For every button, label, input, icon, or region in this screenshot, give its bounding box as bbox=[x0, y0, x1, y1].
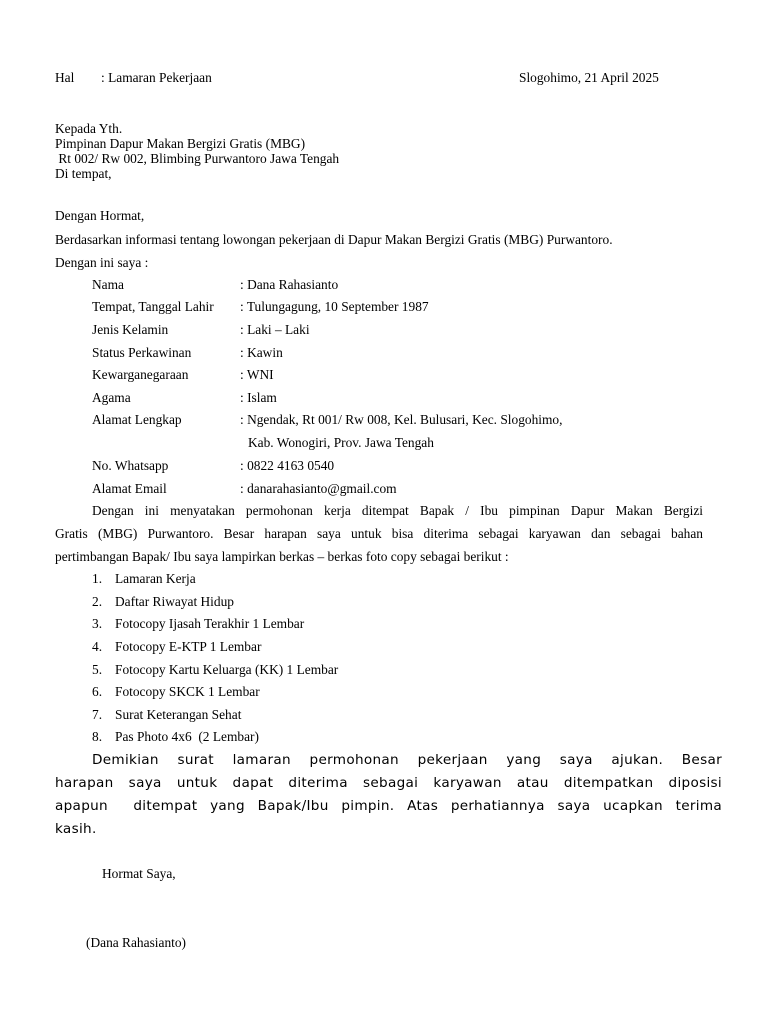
subject-label: Hal bbox=[55, 70, 75, 85]
attachment-item: Fotocopy Ijasah Terakhir 1 Lembar bbox=[115, 616, 305, 631]
closing-line: harapan saya untuk dapat diterima sebagai karyawan atau ditempatkan diposisi bbox=[55, 775, 722, 791]
statement-line: Dengan ini menyatakan permohonan kerja ditempat Bapak / Ibu pimpinan Dapur Makan Bergizi bbox=[92, 503, 703, 518]
place-date: Slogohimo, 21 April 2025 bbox=[519, 70, 659, 85]
attachment-item: Pas Photo 4x6 (2 Lembar) bbox=[115, 729, 259, 744]
identity-value: : Dana Rahasianto bbox=[240, 277, 339, 292]
identity-label: Agama bbox=[92, 390, 131, 405]
attachment-item: Surat Keterangan Sehat bbox=[115, 707, 242, 722]
identity-value-continued: Kab. Wonogiri, Prov. Jawa Tengah bbox=[248, 435, 434, 450]
attachment-item: Daftar Riwayat Hidup bbox=[115, 594, 234, 609]
identity-label: Kewarganegaraan bbox=[92, 367, 189, 382]
attachment-number: 8. bbox=[92, 729, 103, 744]
identity-label: Nama bbox=[92, 277, 124, 292]
attachment-number: 5. bbox=[92, 662, 103, 677]
signature-name: (Dana Rahasianto) bbox=[86, 935, 187, 950]
identity-label: Tempat, Tanggal Lahir bbox=[92, 299, 214, 314]
identity-value: : Kawin bbox=[240, 345, 283, 360]
intro-line: Berdasarkan informasi tentang lowongan pekerjaan di Dapur Makan Bergizi Gratis (MBG) Purwantoro. bbox=[55, 232, 613, 247]
statement-line: Gratis (MBG) Purwantoro. Besar harapan saya untuk bisa diterima sebagai karyawan dan sebagai bahan bbox=[55, 526, 703, 541]
recipient-line: Di tempat, bbox=[55, 166, 112, 181]
attachment-number: 6. bbox=[92, 684, 103, 699]
identity-value: : Tulungagung, 10 September 1987 bbox=[240, 299, 429, 314]
intro-line: Dengan ini saya : bbox=[55, 255, 149, 270]
attachment-item: Fotocopy E-KTP 1 Lembar bbox=[115, 639, 262, 654]
identity-label: Alamat Email bbox=[92, 481, 167, 496]
statement-line: pertimbangan Bapak/ Ibu saya lampirkan berkas – berkas foto copy sebagai berikut : bbox=[55, 549, 509, 564]
recipient-line: Pimpinan Dapur Makan Bergizi Gratis (MBG) bbox=[55, 136, 306, 151]
identity-label: Alamat Lengkap bbox=[92, 412, 182, 427]
identity-value: : Islam bbox=[240, 390, 277, 405]
identity-value: : WNI bbox=[240, 367, 274, 382]
attachment-item: Fotocopy SKCK 1 Lembar bbox=[115, 684, 260, 699]
recipient-line: Kepada Yth. bbox=[55, 121, 123, 136]
attachment-item: Lamaran Kerja bbox=[115, 571, 196, 586]
identity-label: Status Perkawinan bbox=[92, 345, 192, 360]
identity-value: : Ngendak, Rt 001/ Rw 008, Kel. Bulusari, Kec. Slogohimo, bbox=[240, 412, 563, 427]
subject-value: : Lamaran Pekerjaan bbox=[101, 70, 212, 85]
attachment-number: 2. bbox=[92, 594, 103, 609]
identity-value: : Laki – Laki bbox=[240, 322, 310, 337]
attachment-number: 1. bbox=[92, 571, 103, 586]
attachment-item: Fotocopy Kartu Keluarga (KK) 1 Lembar bbox=[115, 662, 339, 677]
identity-label: No. Whatsapp bbox=[92, 458, 169, 473]
identity-value: : 0822 4163 0540 bbox=[240, 458, 335, 473]
greeting: Dengan Hormat, bbox=[55, 208, 145, 223]
signoff: Hormat Saya, bbox=[102, 866, 176, 881]
closing-line: kasih. bbox=[55, 821, 97, 837]
closing-line: Demikian surat lamaran permohonan pekerjaan yang saya ajukan. Besar bbox=[92, 752, 722, 768]
attachment-number: 7. bbox=[92, 707, 103, 722]
recipient-line: Rt 002/ Rw 002, Blimbing Purwantoro Jawa Tengah bbox=[55, 151, 340, 166]
closing-line: apapun ditempat yang Bapak/Ibu pimpin. Atas perhatiannya saya ucapkan terima bbox=[55, 798, 722, 814]
attachment-number: 3. bbox=[92, 616, 103, 631]
attachment-number: 4. bbox=[92, 639, 103, 654]
identity-label: Jenis Kelamin bbox=[92, 322, 169, 337]
identity-value: : danarahasianto@gmail.com bbox=[240, 481, 397, 496]
